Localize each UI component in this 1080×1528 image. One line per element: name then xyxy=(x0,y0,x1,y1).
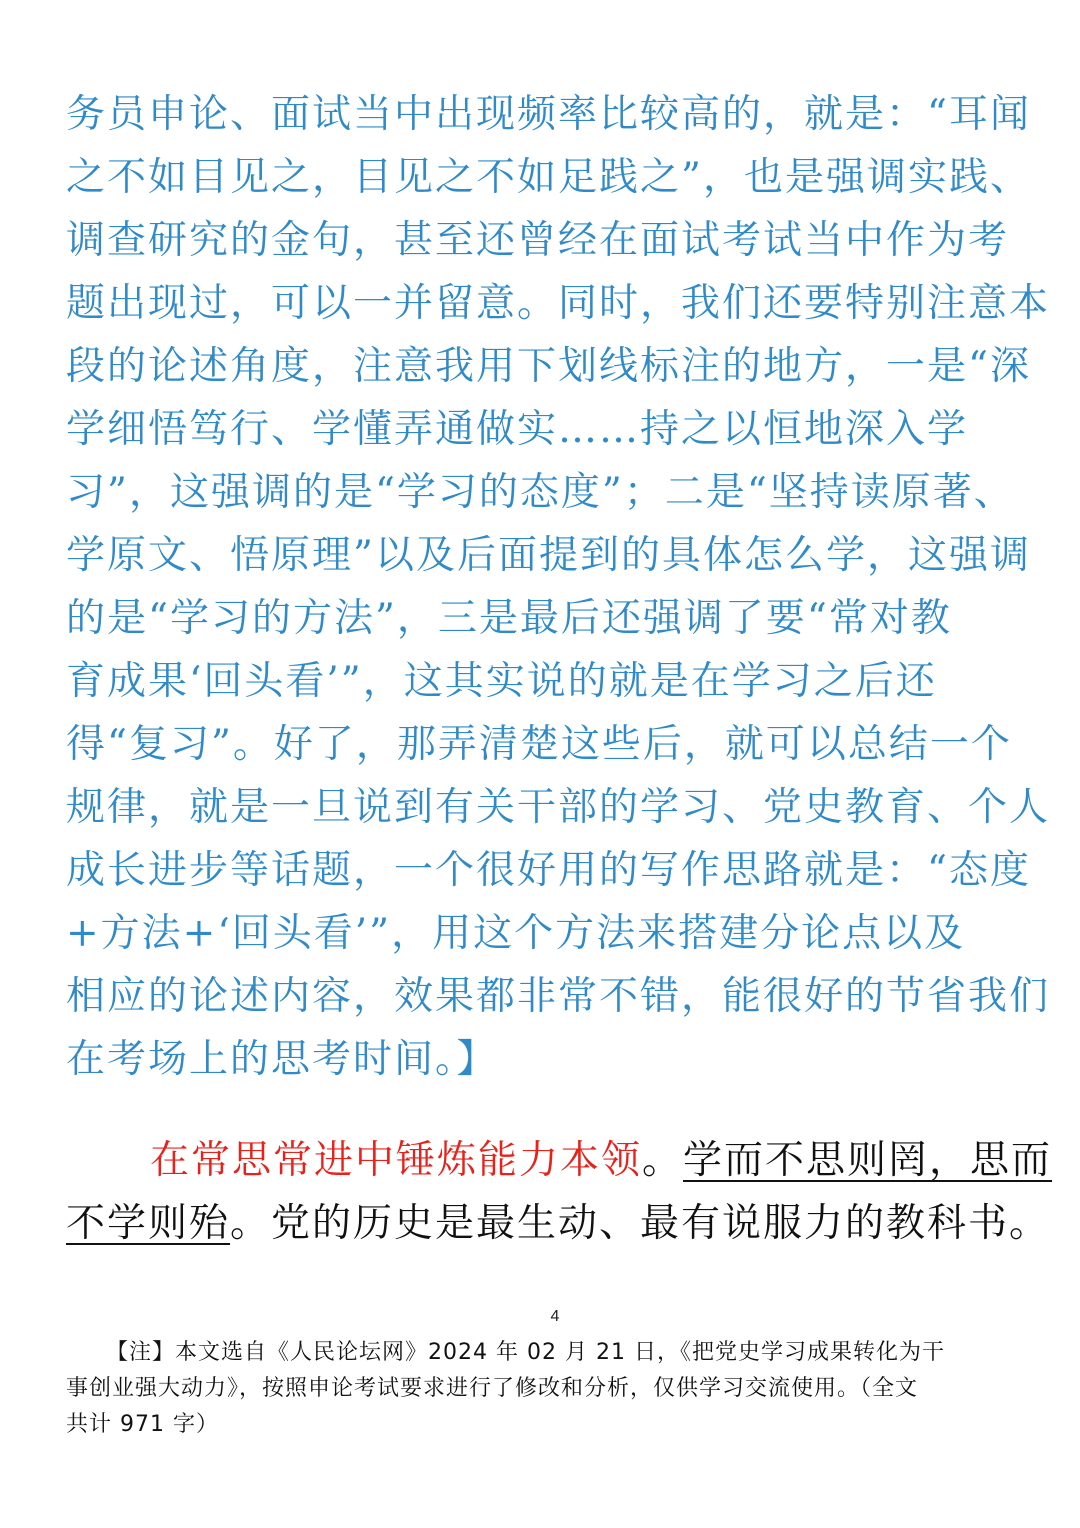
commentary-line: 成长进步等话题，一个很好用的写作思路就是：“态度 xyxy=(66,848,1031,893)
page-number: 4 xyxy=(550,1308,560,1325)
note-line: 【注】本文选自《人民论坛网》2024 年 02 月 21 日，《把党史学习成果转化为干 xyxy=(106,1340,945,1365)
commentary-line: +方法+‘回头看’”，用这个方法来搭建分论点以及 xyxy=(66,911,966,956)
underlined-quote-part-1: 学而不思则罔，思而 xyxy=(683,1138,1053,1183)
commentary-line: 育成果‘回头看’”，这其实说的就是在学习之后还 xyxy=(66,659,937,704)
commentary-line: 得“复习”。好了，那弄清楚这些后，就可以总结一个 xyxy=(66,722,1012,767)
commentary-line: 段的论述角度，注意我用下划线标注的地方，一是“深 xyxy=(66,344,1031,389)
section-heading: 在常思常进中锤炼能力本领 xyxy=(150,1138,643,1183)
body-text: 。党的历史是最生动、最有说服力的教科书。 xyxy=(230,1201,1051,1246)
commentary-line: 规律，就是一旦说到有关干部的学习、党史教育、个人 xyxy=(66,785,1051,830)
note-line: 事创业强大动力》，按照申论考试要求进行了修改和分析，仅供学习交流使用。（全文 xyxy=(66,1376,919,1401)
commentary-line: 之不如目见之，目见之不如足践之”，也是强调实践、 xyxy=(66,155,1031,200)
commentary-line: 的是“学习的方法”，三是最后还强调了要“常对教 xyxy=(66,596,952,641)
note-line: 共计 971 字） xyxy=(66,1412,219,1437)
commentary-line: 习”，这强调的是“学习的态度”；二是“坚持读原著、 xyxy=(66,470,1015,515)
commentary-line: 在考场上的思考时间。】 xyxy=(66,1037,498,1082)
body-line-1 xyxy=(150,1138,1052,1184)
commentary-line: 相应的论述内容，效果都非常不错，能很好的节省我们 xyxy=(66,974,1051,1019)
commentary-line: 调查研究的金句，甚至还曾经在面试考试当中作为考 xyxy=(66,218,1010,263)
underlined-quote-part-2: 不学则殆 xyxy=(66,1201,231,1246)
body-line-2 xyxy=(66,1201,1050,1247)
commentary-line: 题出现过，可以一并留意。同时，我们还要特别注意本 xyxy=(66,281,1051,326)
commentary-line: 学原文、悟原理”以及后面提到的具体怎么学，这强调 xyxy=(66,533,1031,578)
commentary-line: 务员申论、面试当中出现频率比较高的，就是：“耳闻 xyxy=(66,92,1031,137)
heading-punctuation: 。 xyxy=(642,1138,684,1183)
commentary-line: 学细悟笃行、学懂弄通做实……持之以恒地深入学 xyxy=(66,407,969,452)
